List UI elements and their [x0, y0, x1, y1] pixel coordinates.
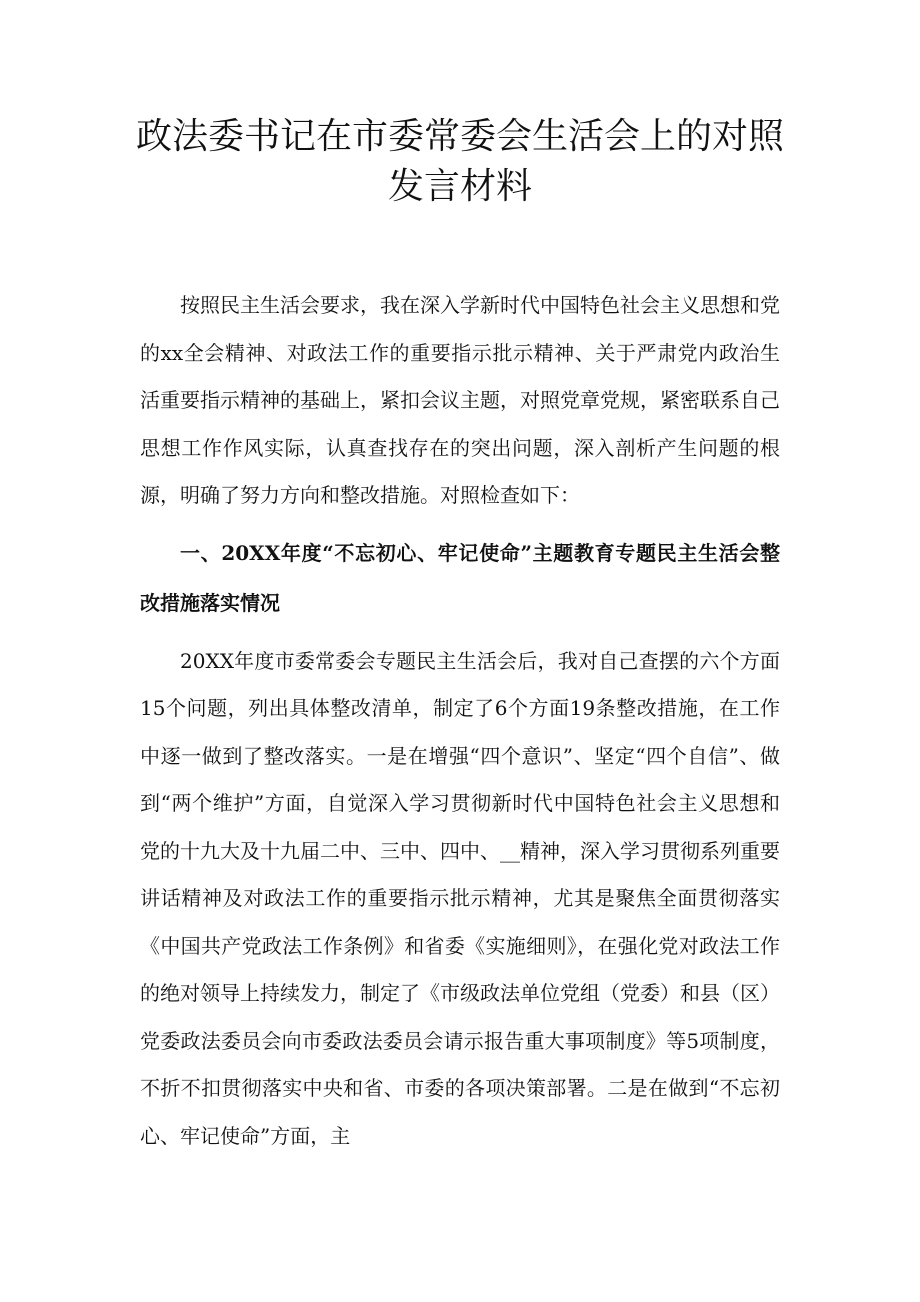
intro-paragraph: 按照民主生活会要求，我在深入学新时代中国特色社会主义思想和党的xx全会精神、对政法工作的重要指示批示精神、关于严肃党内政治生活重要指示精神的基础上，紧扣会议主题，对照党章党规，紧密联系自己思想工作作风实际，认真查找存在的突出问题，深入剖析产生问题的根源，明确了努力方向和整改措施。对照检查如下：: [140, 293, 780, 507]
document-body: [140, 282, 780, 1160]
section-heading: 一、20XX年度“不忘初心、牢记使命”主题教育专题民主生活会整改措施落实情况: [140, 540, 780, 615]
body-paragraph: 20XX年度市委常委会专题民主生活会后，我对自己查摆的六个方面15个问题，列出具体整改清单，制定了6个方面19条整改措施，在工作中逐一做到了整改落实。一是在增强“四个意识”、坚定“四个自信”、做到“两个维护”方面，自觉深入学习贯彻新时代中国特色社会主义思想和党的十九大及十九届二中、三中、四中、__精神，深入学习贯彻系列重要讲话精神及对政法工作的重要指示批示精神，尤其是聚焦全面贯彻落实《中国共产党政法工作条例》和省委《实施细则》，在强化党对政法工作的绝对领导上持续发力，制定了《市级政法单位党组（党委）和县（区）党委政法委员会向市委政法委员会请示报告重大事项制度》等5项制度，不折不扣贯彻落实中央和省、市委的各项决策部署。二是在做到“不忘初心、牢记使命”方面，主: [140, 648, 780, 1148]
document-title: 政法委书记在市委常委会生活会上的对照发言材料: [135, 116, 784, 207]
